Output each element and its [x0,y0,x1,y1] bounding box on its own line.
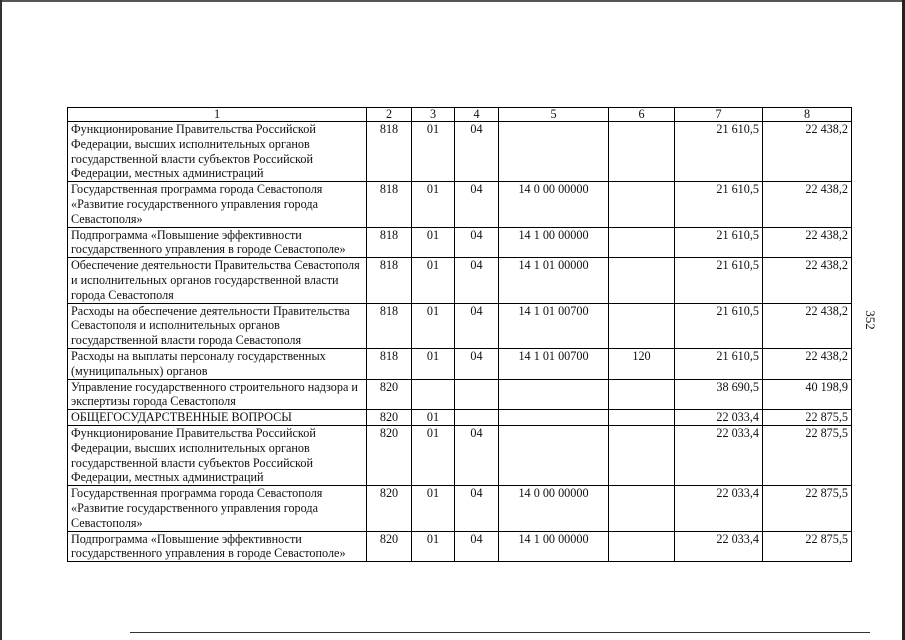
row-subsection-cell: 04 [455,122,499,182]
row-code-cell: 820 [367,531,412,562]
row-name-cell: Расходы на выплаты персоналу государственных (муниципальных) органов [68,348,367,379]
row-code-cell: 820 [367,410,412,426]
row-name-cell: Функционирование Правительства Российской Федерации, высших исполнительных органов государственной власти субъектов Российской Федерации, местных администраций [68,425,367,485]
row-section-cell: 01 [412,348,455,379]
row-section-cell: 01 [412,258,455,303]
row-target-cell [499,425,609,485]
row-section-cell: 01 [412,303,455,348]
row-subsection-cell: 04 [455,425,499,485]
table-row [68,531,852,562]
row-type-cell [609,379,675,410]
scan-edge-bottom [130,632,870,633]
row-section-cell: 01 [412,425,455,485]
row-sum1-cell: 22 033,4 [675,425,763,485]
row-type-cell: 120 [609,348,675,379]
row-sum2-cell: 22 438,2 [763,258,852,303]
row-sum2-cell: 22 875,5 [763,425,852,485]
row-target-cell: 14 1 01 00700 [499,348,609,379]
row-sum2-cell: 40 198,9 [763,379,852,410]
row-sum2-cell: 22 875,5 [763,531,852,562]
row-type-cell [609,410,675,426]
row-code-cell: 818 [367,182,412,227]
row-sum1-cell: 22 033,4 [675,410,763,426]
row-sum2-cell: 22 438,2 [763,227,852,258]
row-type-cell [609,122,675,182]
row-target-cell [499,379,609,410]
row-sum1-cell: 21 610,5 [675,348,763,379]
row-section-cell: 01 [412,227,455,258]
row-type-cell [609,425,675,485]
row-type-cell [609,258,675,303]
row-type-cell [609,531,675,562]
row-code-cell: 820 [367,425,412,485]
row-subsection-cell: 04 [455,227,499,258]
row-subsection-cell: 04 [455,348,499,379]
row-type-cell [609,303,675,348]
row-target-cell: 14 0 00 00000 [499,182,609,227]
row-code-cell: 818 [367,348,412,379]
header-cell: 4 [455,108,499,122]
row-sum1-cell: 22 033,4 [675,531,763,562]
table-row [68,303,852,348]
row-sum1-cell: 21 610,5 [675,182,763,227]
table-row [68,486,852,531]
row-target-cell [499,122,609,182]
header-cell: 5 [499,108,609,122]
table-row [68,425,852,485]
row-sum2-cell: 22 875,5 [763,486,852,531]
table-row [68,348,852,379]
row-sum1-cell: 22 033,4 [675,486,763,531]
row-sum2-cell: 22 438,2 [763,182,852,227]
row-sum1-cell: 21 610,5 [675,122,763,182]
row-name-cell: Функционирование Правительства Российской Федерации, высших исполнительных органов государственной власти субъектов Российской Федерации, местных администраций [68,122,367,182]
scan-edge-top [0,0,905,2]
row-target-cell: 14 1 01 00700 [499,303,609,348]
row-name-cell: Государственная программа города Севастополя «Развитие государственного управления города Севастополя» [68,182,367,227]
row-section-cell: 01 [412,410,455,426]
row-code-cell: 820 [367,379,412,410]
row-sum1-cell: 21 610,5 [675,227,763,258]
scan-edge-left [0,0,2,640]
header-cell: 2 [367,108,412,122]
row-sum2-cell: 22 438,2 [763,348,852,379]
row-type-cell [609,182,675,227]
table-row [68,379,852,410]
table-row [68,122,852,182]
row-code-cell: 820 [367,486,412,531]
row-sum2-cell: 22 438,2 [763,122,852,182]
row-section-cell: 01 [412,531,455,562]
row-name-cell: Подпрограмма «Повышение эффективности государственного управления в городе Севастополе» [68,227,367,258]
row-target-cell: 14 1 00 00000 [499,531,609,562]
table-row [68,227,852,258]
row-code-cell: 818 [367,122,412,182]
header-cell: 6 [609,108,675,122]
row-section-cell: 01 [412,182,455,227]
row-target-cell: 14 1 01 00000 [499,258,609,303]
row-subsection-cell [455,379,499,410]
row-type-cell [609,227,675,258]
row-name-cell: Обеспечение деятельности Правительства Севастополя и исполнительных органов государственной власти города Севастополя [68,258,367,303]
row-section-cell [412,379,455,410]
table-row [68,410,852,426]
row-sum1-cell: 38 690,5 [675,379,763,410]
table-row [68,182,852,227]
row-subsection-cell: 04 [455,531,499,562]
row-sum1-cell: 21 610,5 [675,258,763,303]
row-code-cell: 818 [367,258,412,303]
row-target-cell [499,410,609,426]
row-name-cell: Государственная программа города Севастополя «Развитие государственного управления города Севастополя» [68,486,367,531]
table-row [68,258,852,303]
row-sum2-cell: 22 875,5 [763,410,852,426]
row-sum1-cell: 21 610,5 [675,303,763,348]
row-name-cell: Подпрограмма «Повышение эффективности государственного управления в городе Севастополе» [68,531,367,562]
row-target-cell: 14 0 00 00000 [499,486,609,531]
row-subsection-cell: 04 [455,258,499,303]
row-subsection-cell: 04 [455,182,499,227]
header-cell: 3 [412,108,455,122]
row-subsection-cell: 04 [455,303,499,348]
row-name-cell: ОБЩЕГОСУДАРСТВЕННЫЕ ВОПРОСЫ [68,410,367,426]
row-type-cell [609,486,675,531]
row-section-cell: 01 [412,486,455,531]
row-subsection-cell [455,410,499,426]
header-cell: 7 [675,108,763,122]
header-cell: 1 [68,108,367,122]
row-target-cell: 14 1 00 00000 [499,227,609,258]
header-cell: 8 [763,108,852,122]
budget-table [67,107,852,562]
row-section-cell: 01 [412,122,455,182]
row-sum2-cell: 22 438,2 [763,303,852,348]
row-code-cell: 818 [367,227,412,258]
table-header-row [68,108,852,122]
page-number: 352 [862,310,878,330]
row-subsection-cell: 04 [455,486,499,531]
row-name-cell: Расходы на обеспечение деятельности Правительства Севастополя и исполнительных органов государственной власти города Севастополя [68,303,367,348]
row-code-cell: 818 [367,303,412,348]
row-name-cell: Управление государственного строительного надзора и экспертизы города Севастополя [68,379,367,410]
